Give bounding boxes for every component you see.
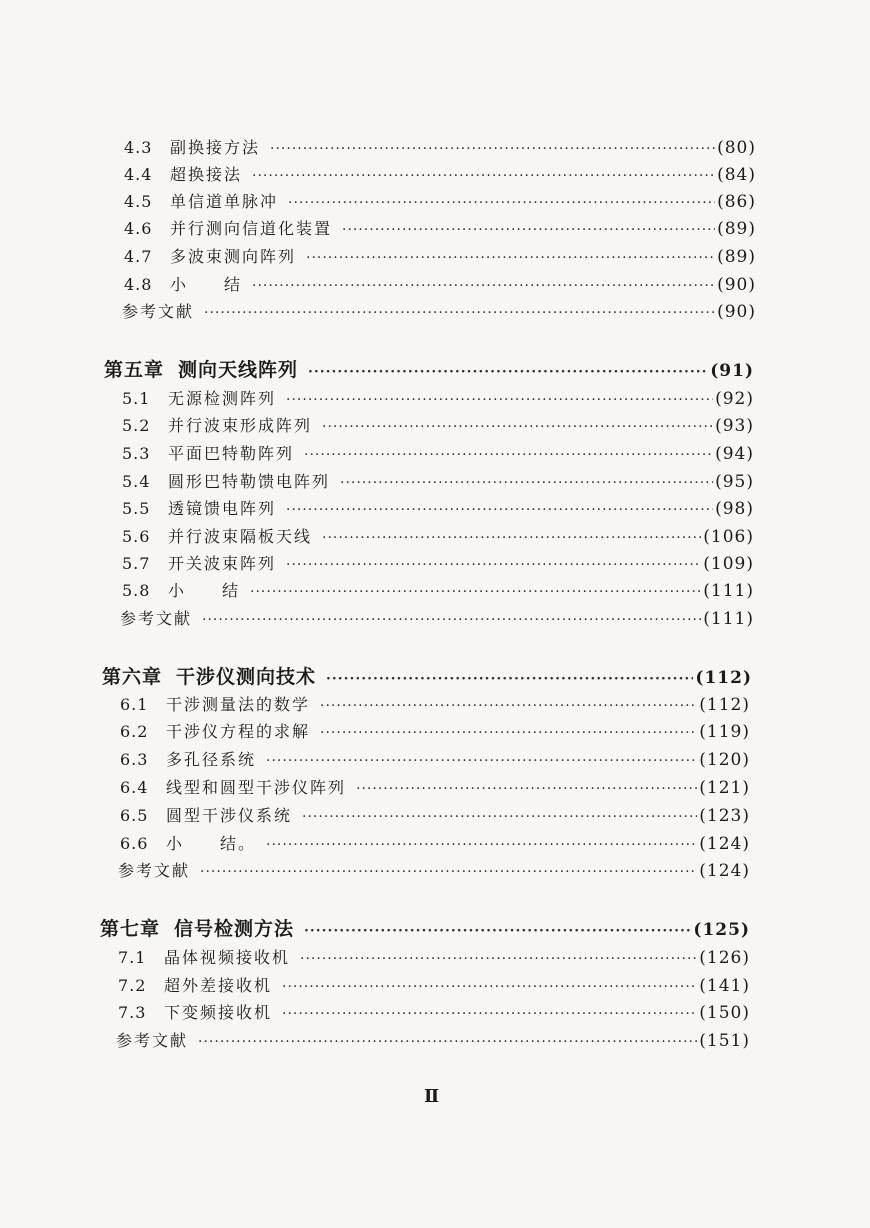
entry-number: 5.8	[122, 581, 151, 600]
toc-entry	[124, 162, 756, 185]
dot-leader	[202, 612, 701, 628]
entry-page: (98)	[715, 499, 754, 519]
entry-number: 6.2	[120, 722, 149, 741]
entry-page: (95)	[715, 472, 754, 492]
dot-leader	[286, 557, 701, 573]
toc-entry	[122, 524, 754, 547]
toc-entry	[124, 216, 756, 239]
entry-title: 无源检测阵列	[168, 389, 277, 408]
entry-number: 6.5	[120, 806, 149, 825]
entry-number: 4.7	[124, 247, 153, 266]
entry-page: (109)	[703, 554, 754, 574]
entry-number: 7.2	[118, 976, 147, 995]
toc-entry	[124, 272, 756, 295]
entry-page: (150)	[699, 1003, 750, 1023]
dot-leader	[286, 502, 713, 518]
entry-number: 4.5	[124, 192, 153, 211]
entry-number: 4.3	[124, 138, 153, 157]
entry-number: 5.6	[122, 527, 151, 546]
toc-entry	[122, 299, 756, 322]
toc-entry	[118, 858, 750, 881]
entry-number: 4.4	[124, 165, 153, 184]
entry-title: 单信道单脉冲	[170, 192, 279, 211]
entry-page: (112)	[699, 695, 750, 715]
entry-page: (84)	[717, 165, 756, 185]
toc-entry	[122, 496, 754, 519]
dot-leader	[300, 951, 697, 967]
toc-entry	[124, 135, 756, 158]
dot-leader	[288, 195, 715, 211]
chapter-number: 第六章	[102, 666, 163, 688]
entry-page: (141)	[699, 976, 750, 996]
dot-leader	[326, 671, 693, 687]
dot-leader	[200, 864, 697, 880]
toc-entry	[122, 441, 754, 464]
entry-title: 干涉仪方程的求解	[166, 722, 311, 741]
entry-title: 小 结	[170, 275, 243, 294]
entry-title: 参考文献	[120, 609, 193, 628]
entry-title: 透镜馈电阵列	[168, 499, 277, 518]
toc-entry	[120, 692, 750, 715]
entry-title: 干涉测量法的数学	[166, 695, 311, 714]
entry-page: (90)	[717, 275, 756, 295]
entry-title: 参考文献	[122, 302, 195, 321]
entry-page: (125)	[693, 920, 750, 940]
entry-page: (92)	[715, 389, 754, 409]
entry-title: 开关波束阵列	[168, 554, 277, 573]
dot-leader	[266, 837, 697, 853]
entry-title: 小 结	[168, 581, 241, 600]
dot-leader	[308, 364, 708, 380]
entry-title: 多孔径系统	[166, 750, 257, 769]
toc-entry	[120, 719, 750, 742]
entry-title: 线型和圆型干涉仪阵列	[166, 778, 347, 797]
dot-leader	[266, 753, 697, 769]
toc-entry	[120, 606, 754, 629]
dot-leader	[270, 141, 715, 157]
entry-page: (90)	[717, 302, 756, 322]
chapter-title: 干涉仪测向技术	[176, 666, 317, 688]
chapter-title: 信号检测方法	[174, 918, 295, 940]
entry-page: (89)	[717, 247, 756, 267]
entry-number: 6.4	[120, 778, 149, 797]
entry-title: 参考文献	[116, 1031, 189, 1050]
dot-leader	[252, 278, 715, 294]
entry-number: 5.7	[122, 554, 151, 573]
entry-page: (91)	[710, 361, 754, 381]
toc-entry	[120, 747, 750, 770]
entry-number: 6.6	[120, 834, 149, 853]
chapter-number: 第七章	[100, 918, 161, 940]
entry-title: 晶体视频接收机	[164, 948, 291, 967]
entry-number: 6.3	[120, 750, 149, 769]
toc-entry	[118, 945, 750, 968]
entry-page: (89)	[717, 219, 756, 239]
entry-number: 5.1	[122, 389, 151, 408]
dot-leader	[204, 305, 715, 321]
toc-entry	[118, 1000, 750, 1023]
dot-leader	[306, 250, 715, 266]
toc-entry	[124, 189, 756, 212]
entry-page: (119)	[699, 722, 750, 742]
entry-page: (112)	[695, 668, 752, 688]
chapter-heading	[102, 662, 752, 689]
entry-title: 参考文献	[118, 861, 191, 880]
toc-entry	[122, 551, 754, 574]
entry-page: (126)	[699, 948, 750, 968]
toc-entry	[124, 244, 756, 267]
toc-entry	[118, 973, 750, 996]
dot-leader	[320, 698, 697, 714]
dot-leader	[340, 475, 713, 491]
toc-entry	[120, 775, 750, 798]
chapter-heading	[104, 355, 754, 382]
entry-title: 圆型干涉仪系统	[166, 806, 293, 825]
entry-page: (121)	[699, 778, 750, 798]
dot-leader	[320, 725, 697, 741]
dot-leader	[342, 222, 715, 238]
entry-title: 并行波束隔板天线	[168, 527, 313, 546]
entry-number: 7.1	[118, 948, 147, 967]
dot-leader	[286, 392, 713, 408]
entry-number: 6.1	[120, 695, 149, 714]
entry-page: (111)	[703, 581, 754, 601]
dot-leader	[282, 1006, 697, 1022]
entry-page: (151)	[699, 1031, 750, 1051]
entry-page: (123)	[699, 806, 750, 826]
entry-page: (111)	[703, 609, 754, 629]
dot-leader	[322, 530, 701, 546]
toc-entry	[122, 386, 754, 409]
entry-number: 5.2	[122, 416, 151, 435]
entry-page: (94)	[715, 444, 754, 464]
dot-leader	[304, 923, 691, 939]
dot-leader	[322, 419, 713, 435]
entry-number: 5.3	[122, 444, 151, 463]
toc-entry	[120, 803, 750, 826]
toc-entry	[120, 831, 750, 854]
entry-number: 5.4	[122, 472, 151, 491]
chapter-title: 测向天线阵列	[178, 359, 299, 381]
toc-entry	[116, 1028, 750, 1051]
dot-leader	[250, 584, 701, 600]
entry-title: 多波束测向阵列	[170, 247, 297, 266]
entry-number: 4.8	[124, 275, 153, 294]
entry-number: 7.3	[118, 1003, 147, 1022]
toc-entry	[122, 413, 754, 436]
entry-title: 下变频接收机	[164, 1003, 273, 1022]
entry-title: 副换接方法	[170, 138, 261, 157]
dot-leader	[282, 979, 697, 995]
chapter-heading	[100, 914, 750, 941]
entry-page: (106)	[703, 527, 754, 547]
entry-page: (124)	[699, 861, 750, 881]
entry-title: 超换接法	[170, 165, 243, 184]
page-folio: Ⅱ	[424, 1086, 440, 1107]
entry-title: 并行波束形成阵列	[168, 416, 313, 435]
entry-title: 圆形巴特勒馈电阵列	[168, 472, 331, 491]
dot-leader	[198, 1034, 697, 1050]
entry-page: (80)	[717, 138, 756, 158]
entry-number: 4.6	[124, 219, 153, 238]
entry-page: (120)	[699, 750, 750, 770]
entry-title: 超外差接收机	[164, 976, 273, 995]
dot-leader	[356, 781, 697, 797]
dot-leader	[302, 809, 697, 825]
dot-leader	[304, 447, 713, 463]
chapter-number: 第五章	[104, 359, 165, 381]
toc-entry	[122, 578, 754, 601]
entry-page: (93)	[715, 416, 754, 436]
entry-title: 平面巴特勒阵列	[168, 444, 295, 463]
entry-title: 并行测向信道化装置	[170, 219, 333, 238]
entry-number: 5.5	[122, 499, 151, 518]
toc-entry	[122, 469, 754, 492]
dot-leader	[252, 168, 715, 184]
entry-page: (124)	[699, 834, 750, 854]
entry-page: (86)	[717, 192, 756, 212]
entry-title: 小 结。	[166, 834, 257, 853]
